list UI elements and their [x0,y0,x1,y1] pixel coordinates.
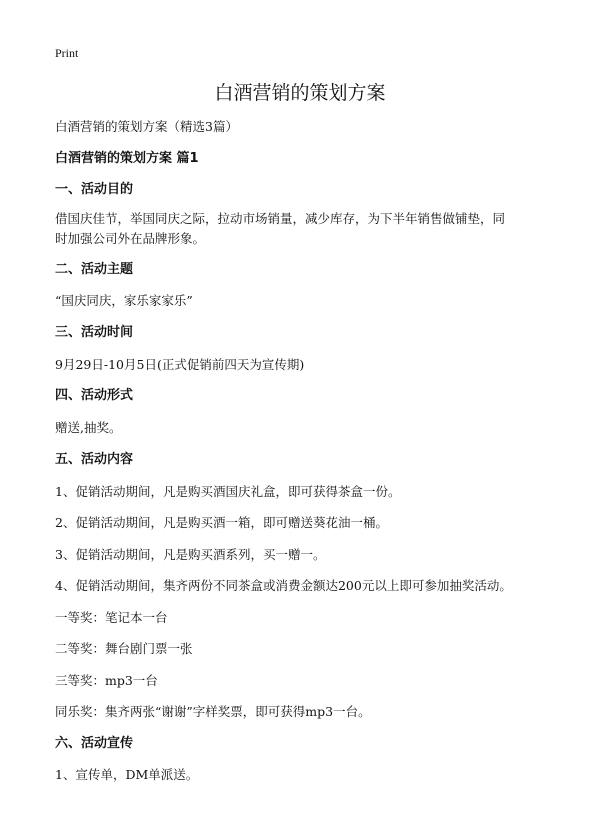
heading-time: 三、活动时间 [55,325,134,340]
heading-promotion: 六、活动宣传 [55,736,134,751]
content-item-4: 4、促销活动期间，集齐两份不同茶盒或消费金额达200元以上即可参加抽奖活动。 [55,578,512,593]
prize-third: 三等奖：mp3一台 [55,673,158,688]
document-title: 白酒营销的策划方案 [214,82,386,104]
prize-first: 一等奖：笔记本一台 [55,610,168,625]
heading-purpose: 一、活动目的 [55,182,134,197]
heading-theme: 二、活动主题 [55,262,134,277]
form-text: 赠送,抽奖。 [55,420,122,435]
print-label: Print [55,46,79,60]
purpose-line-2: 时加强公司外在品牌形象。 [55,231,206,246]
content-item-3: 3、促销活动期间，凡是购买酒系列，买一赠一。 [55,547,326,562]
prize-joy: 同乐奖：集齐两张“谢谢”字样奖票，即可获得mp3一台。 [55,704,371,719]
time-text: 9月29日-10月5日(正式促销前四天为宣传期) [55,357,305,372]
heading-content: 五、活动内容 [55,452,134,467]
theme-text: “国庆同庆，家乐家家乐” [55,293,193,308]
section-heading: 白酒营销的策划方案 篇1 [55,151,199,166]
document-subtitle: 白酒营销的策划方案（精选3篇） [55,119,238,134]
promotion-item-1: 1、宣传单，DM单派送。 [55,767,199,782]
heading-form: 四、活动形式 [55,388,134,403]
content-item-1: 1、促销活动期间，凡是购买酒国庆礼盒，即可获得茶盒一份。 [55,484,401,499]
content-item-2: 2、促销活动期间，凡是购买酒一箱，即可赠送葵花油一桶。 [55,515,388,530]
purpose-line-1: 借国庆佳节，举国同庆之际，拉动市场销量，减少库存，为下半年销售做铺垫，同 [55,211,506,226]
prize-second: 二等奖：舞台剧门票一张 [55,641,193,656]
